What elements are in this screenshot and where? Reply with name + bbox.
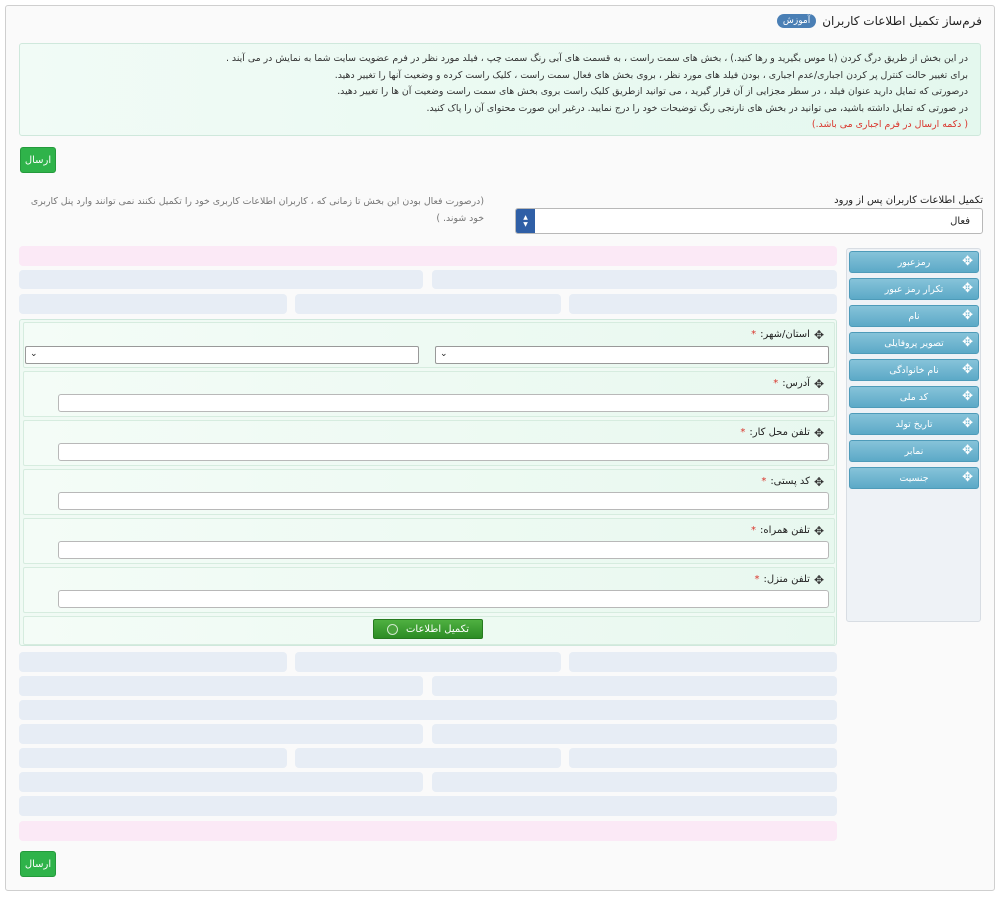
move-arrows-icon[interactable]: ✥ [813,327,824,342]
field-label: ✥ تلفن محل کار: * [740,425,824,440]
mobile-input[interactable] [58,541,829,559]
drop-slot[interactable] [19,676,423,696]
move-arrows-icon[interactable]: ✥ [813,474,824,489]
form-fields-container [19,319,837,646]
chevron-down-icon: ⌄ [440,349,448,359]
move-arrows-icon: ✥ [962,470,973,485]
move-arrows-icon[interactable]: ✥ [813,425,824,440]
palette-item-national-id[interactable]: کد ملی ✥ [849,386,979,408]
move-arrows-icon: ✥ [962,254,973,269]
instruction-line: برای تغییر حالت کنترل پر کردن اجباری/عدم اجباری ، بودن فیلد های مورد نظر ، بروی بخش های فعال سمت راست ، کلیک راست کرده و وضعیت آنها را تغییر دهید. [334,69,968,81]
complete-info-button[interactable]: تکمیل اطلاعات [373,619,483,639]
form-drop-area [18,244,838,844]
description-slot[interactable] [19,246,837,266]
field-label: ✥ تلفن همراه: * [751,523,824,538]
field-label: ✥ استان/شهر: * [751,327,824,342]
field-label: ✥ کد پستی: * [761,474,824,489]
chevron-down-icon: ⌄ [30,349,38,359]
field-postal-code[interactable] [23,469,835,515]
field-label: ✥ آدرس: * [773,376,824,391]
field-label: ✥ تلفن منزل: * [754,572,824,587]
city-select[interactable] [435,346,829,364]
move-arrows-icon[interactable]: ✥ [813,523,824,538]
drop-slot[interactable] [432,676,837,696]
move-arrows-icon[interactable]: ✥ [813,572,824,587]
field-palette [846,248,981,622]
required-note: ( دکمه ارسال در فرم اجباری می باشد.) [811,119,968,130]
move-arrows-icon: ✥ [962,281,973,296]
move-arrows-icon: ✥ [962,416,973,431]
palette-item-gender[interactable]: جنسیت ✥ [849,467,979,489]
move-arrows-icon[interactable]: ✥ [813,376,824,391]
circle-icon [387,624,398,635]
field-home-phone[interactable] [23,567,835,613]
drop-slot[interactable] [19,294,287,314]
drop-slot[interactable] [432,270,837,289]
drop-slot[interactable] [569,294,837,314]
work-phone-input[interactable] [58,443,829,461]
drop-slot[interactable] [19,748,287,768]
drop-slot[interactable] [19,652,287,672]
postal-code-input[interactable] [58,492,829,510]
instruction-line: در صورتی که تمایل داشته باشید، می توانید در بخش های نارنجی رنگ توضیحات خود را درج نمایید. درغیر این صورت محتوای آن را پاک کنید. [426,102,968,114]
field-address[interactable] [23,371,835,417]
home-phone-input[interactable] [58,590,829,608]
drop-slot[interactable] [19,772,423,792]
palette-item-birth-date[interactable]: تاریخ تولد ✥ [849,413,979,435]
drop-slot[interactable] [432,724,837,744]
drop-slot[interactable] [295,652,561,672]
palette-item-password[interactable]: رمزعبور ✥ [849,251,979,273]
drop-slot[interactable] [569,748,837,768]
drop-slot[interactable] [19,724,423,744]
drop-slot[interactable] [19,700,837,720]
complete-info-note: (درصورت فعال بودن این بخش تا زمانی که ، کاربران اطلاعات کاربری خود را تکمیل نکنند نمی توانند وارد پنل کاربری خود شوند. ) [30,196,484,224]
drop-slot[interactable] [295,748,561,768]
instruction-line: درصورتی که تمایل دارید عنوان فیلد ، در سطر مجزایی از آن قرار گیرید ، می توانید ازطریق کلیک راست بروی بخش های سمت راست وضعیت آن ها را تغییر دهید. [337,86,968,97]
move-arrows-icon: ✥ [962,335,973,350]
move-arrows-icon: ✥ [962,443,973,458]
move-arrows-icon: ✥ [962,308,973,323]
select-value: فعال [950,216,970,227]
palette-item-fax[interactable]: نمابر ✥ [849,440,979,462]
field-work-phone[interactable] [23,420,835,466]
province-select[interactable] [25,346,419,364]
drop-slot[interactable] [432,772,837,792]
page-header [777,14,982,28]
palette-item-last-name[interactable]: نام خانوادگی ✥ [849,359,979,381]
send-button-bottom[interactable]: ارسال [20,851,56,877]
complete-info-select[interactable] [515,208,983,234]
page-title: فرم‌ساز تکمیل اطلاعات کاربران [822,14,982,28]
field-mobile[interactable] [23,518,835,564]
palette-item-first-name[interactable]: نام ✥ [849,305,979,327]
move-arrows-icon: ✥ [962,362,973,377]
select-arrows-icon: ▲ ▼ [516,209,535,233]
move-arrows-icon: ✥ [962,389,973,404]
drop-slot[interactable] [19,270,423,289]
tutorial-badge[interactable]: آموزش [777,14,816,28]
instructions-box [19,43,981,136]
field-province-city[interactable] [23,322,835,368]
instruction-line: در این بخش از طریق درگ کردن (با موس بگیرید و رها کنید.) ، بخش های سمت راست ، به قسمت های آبی رنگ سمت چپ ، فیلد مورد نظر در فرم عضویت سایت شما به نمایش در می آیند . [225,53,968,64]
palette-item-profile-image[interactable]: تصویر پروفایلی ✥ [849,332,979,354]
send-button-top[interactable]: ارسال [20,147,56,173]
drop-slot[interactable] [295,294,561,314]
description-slot[interactable] [19,821,837,841]
drop-slot[interactable] [19,796,837,816]
drop-slot[interactable] [569,652,837,672]
palette-item-repeat-password[interactable]: تکرار رمز عبور ✥ [849,278,979,300]
complete-info-label: تکمیل اطلاعات کاربران پس از ورود [834,195,983,206]
address-input[interactable] [58,394,829,412]
